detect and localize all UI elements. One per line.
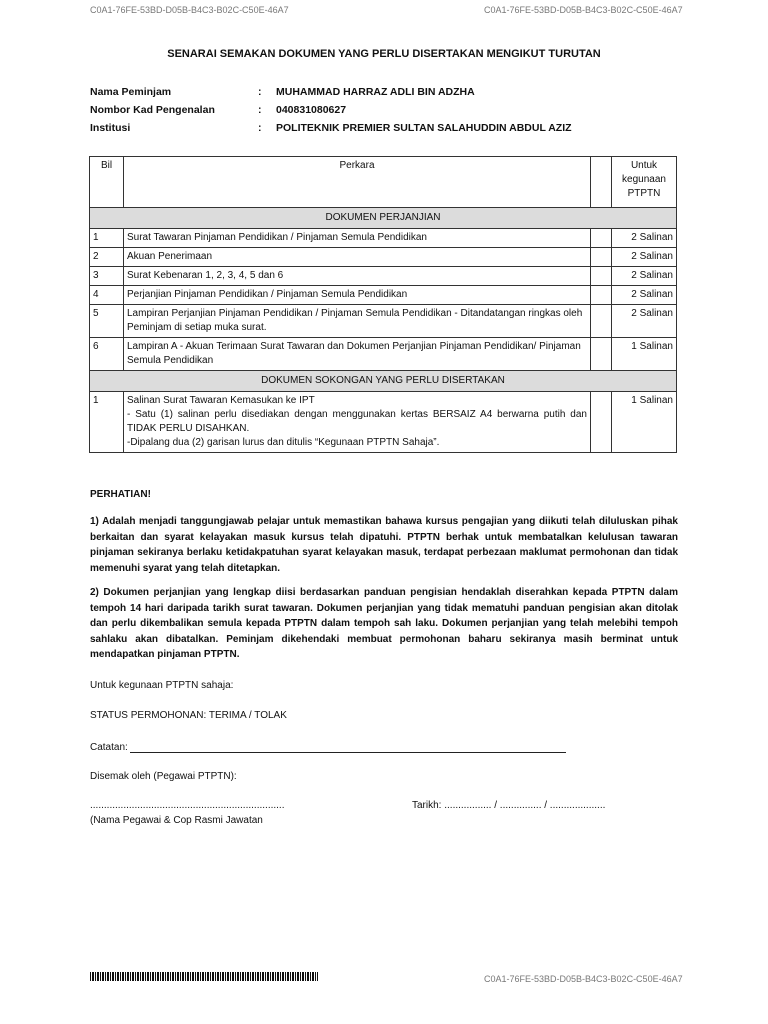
header-use-line: kegunaan <box>622 174 666 185</box>
row-perkara: Perjanjian Pinjaman Pendidikan / Pinjaman Semula Pendidikan <box>124 286 591 305</box>
row-salinan: 2 Salinan <box>612 305 677 338</box>
row-gap <box>591 392 612 453</box>
row-salinan: 1 Salinan <box>612 338 677 371</box>
info-label: Nama Peminjam <box>90 86 172 98</box>
row-bil: 4 <box>90 286 124 305</box>
signature-line[interactable]: ...................................................................... <box>90 800 285 811</box>
header-bil: Bil <box>90 157 124 208</box>
row-bil: 3 <box>90 267 124 286</box>
perhatian-heading: PERHATIAN! <box>90 489 151 500</box>
row-bil: 1 <box>90 229 124 248</box>
row-perkara-line: Salinan Surat Tawaran Kemasukan ke IPT <box>127 395 315 406</box>
row-perkara: Lampiran A - Akuan Terimaan Surat Tawaran dan Dokumen Perjanjian Pinjaman Pendidikan/ Pinjaman Semula Pendidikan <box>124 338 591 371</box>
row-bil: 2 <box>90 248 124 267</box>
info-label: Nombor Kad Pengenalan <box>90 104 215 116</box>
row-gap <box>591 305 612 338</box>
row-salinan: 2 Salinan <box>612 229 677 248</box>
row-bil: 5 <box>90 305 124 338</box>
table-row <box>90 392 677 453</box>
row-perkara: Akuan Penerimaan <box>124 248 591 267</box>
row-bil: 6 <box>90 338 124 371</box>
barcode-image <box>90 972 318 981</box>
perhatian-paragraph-2: 2) Dokumen perjanjian yang lengkap diisi berdasarkan panduan pengisian hendaklah diserahkan kepada PTPTN dalam tempoh 14 hari daripada tarikh surat tawaran. Dokumen perjanjian yang tidak mematuhi panduan pengisian akan ditolak dan perlu dikembalikan semula kepada PTPTN dalam tempoh sah laku. Dokumen perjanjian yang telah melebihi tempoh sahlaku akan dibatalkan. Peminjam dikehendaki membuat permohonan baharu sekiranya masih berminat untuk mendapatkan pinjaman PTPTN. <box>90 587 678 660</box>
info-colon: : <box>258 122 262 134</box>
row-salinan: 2 Salinan <box>612 267 677 286</box>
table-row <box>90 305 677 338</box>
row-perkara <box>124 392 591 453</box>
row-salinan: 2 Salinan <box>612 248 677 267</box>
info-colon: : <box>258 104 262 116</box>
nama-pegawai-label: (Nama Pegawai & Cop Rasmi Jawatan <box>90 815 263 826</box>
section-label: DOKUMEN PERJANJIAN <box>90 208 677 229</box>
kegunaan-ptptn-label: Untuk kegunaan PTPTN sahaja: <box>90 680 234 691</box>
header-perkara: Perkara <box>124 157 591 208</box>
disemak-oleh-label: Disemak oleh (Pegawai PTPTN): <box>90 771 237 782</box>
row-perkara: Surat Kebenaran 1, 2, 3, 4, 5 dan 6 <box>124 267 591 286</box>
info-value: 040831080627 <box>276 104 347 116</box>
catatan-label: Catatan: <box>90 742 128 753</box>
info-label: Institusi <box>90 122 131 134</box>
table-row <box>90 267 677 286</box>
doc-code-top-left: C0A1-76FE-53BD-D05B-B4C3-B02C-C50E-46A7 <box>90 5 289 15</box>
info-value: POLITEKNIK PREMIER SULTAN SALAHUDDIN ABDUL AZIZ <box>276 122 572 134</box>
page-title: SENARAI SEMAKAN DOKUMEN YANG PERLU DISERTAKAN MENGIKUT TURUTAN <box>167 48 601 60</box>
doc-code-top-right: C0A1-76FE-53BD-D05B-B4C3-B02C-C50E-46A7 <box>484 5 683 15</box>
row-bil: 1 <box>90 392 124 453</box>
row-perkara-line: -Dipalang dua (2) garisan lurus dan ditulis “Kegunaan PTPTN Sahaja”. <box>127 437 440 448</box>
section-dokumen-perjanjian <box>90 208 677 229</box>
row-salinan: 1 Salinan <box>612 392 677 453</box>
row-salinan: 2 Salinan <box>612 286 677 305</box>
header-gap <box>591 157 612 208</box>
section-dokumen-sokongan <box>90 371 677 392</box>
checklist-table <box>89 156 677 453</box>
row-perkara-line: - Satu (1) salinan perlu disediakan dengan menggunakan kertas BERSAIZ A4 berwarna putih dan TIDAK PERLU DISAHKAN. <box>127 409 587 434</box>
row-perkara: Lampiran Perjanjian Pinjaman Pendidikan / Pinjaman Semula Pendidikan - Ditandatangan ringkas oleh Peminjam di setiap muka surat. <box>124 305 591 338</box>
catatan-row <box>90 742 566 753</box>
table-row <box>90 248 677 267</box>
row-gap <box>591 248 612 267</box>
table-row <box>90 286 677 305</box>
catatan-input-line[interactable] <box>130 742 566 753</box>
section-label: DOKUMEN SOKONGAN YANG PERLU DISERTAKAN <box>90 371 677 392</box>
status-permohonan: STATUS PERMOHONAN: TERIMA / TOLAK <box>90 710 287 721</box>
row-perkara: Surat Tawaran Pinjaman Pendidikan / Pinjaman Semula Pendidikan <box>124 229 591 248</box>
doc-code-bottom: C0A1-76FE-53BD-D05B-B4C3-B02C-C50E-46A7 <box>484 974 683 984</box>
row-gap <box>591 267 612 286</box>
table-row <box>90 229 677 248</box>
table-header-row <box>90 157 677 208</box>
header-use-line: Untuk <box>630 160 658 171</box>
row-gap <box>591 286 612 305</box>
info-value: MUHAMMAD HARRAZ ADLI BIN ADZHA <box>276 86 475 98</box>
row-gap <box>591 338 612 371</box>
info-colon: : <box>258 86 262 98</box>
row-gap <box>591 229 612 248</box>
table-row <box>90 338 677 371</box>
header-untuk-kegunaan <box>612 157 677 208</box>
tarikh-field[interactable]: Tarikh: ................. / ............... / .................... <box>412 800 606 811</box>
perhatian-paragraph-1: 1) Adalah menjadi tanggungjawab pelajar untuk memastikan bahawa kursus pengajian yang diikuti telah diluluskan pihak berkaitan dan syarat kelayakan masuk kursus telah dipatuhi. PTPTN berhak untuk membatalkan kelulusan tawaran pinjaman sekiranya berlaku ketidakpatuhan syarat kelayakan masuk, terdapat perbezaan maklumat permohonan dan tidak memenuhi syarat yang telah ditetapkan. <box>90 516 678 574</box>
header-use-line: PTPTN <box>627 188 661 199</box>
